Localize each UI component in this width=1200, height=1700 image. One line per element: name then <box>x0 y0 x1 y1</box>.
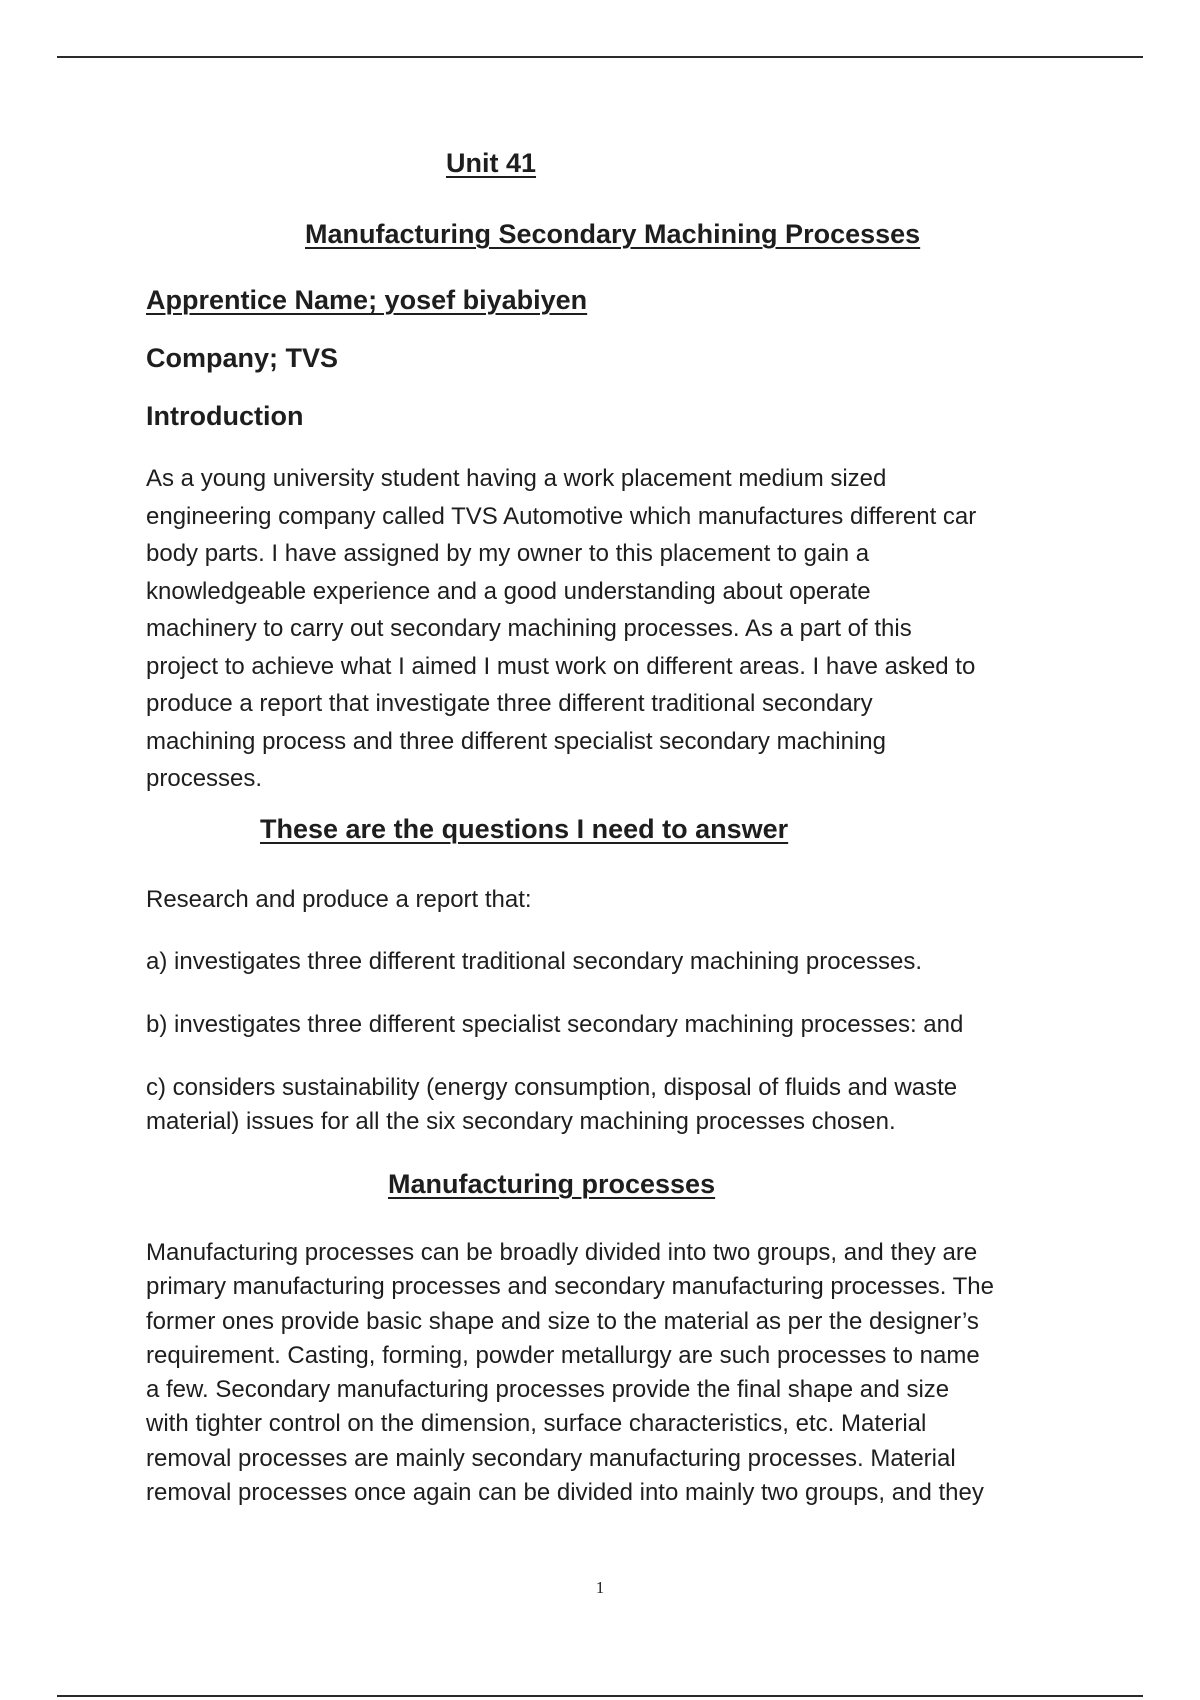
unit-heading: Unit 41 <box>446 148 537 178</box>
manufacturing-heading: Manufacturing processes <box>388 1169 716 1199</box>
manufacturing-paragraph <box>146 1236 1066 1510</box>
apprentice-name: Apprentice Name; yosef biyabiyen <box>146 285 588 315</box>
introduction-line: processes. <box>146 765 263 792</box>
introduction-line: knowledgeable experience and a good understanding about operate <box>146 577 871 605</box>
question-c <box>146 1071 1066 1139</box>
question-c-line: material) issues for all the six secondary machining processes chosen. <box>146 1108 896 1135</box>
document-title: Manufacturing Secondary Machining Processes <box>305 219 921 249</box>
manufacturing-line: removal processes once again can be divided into mainly two groups, and they <box>146 1479 984 1507</box>
introduction-paragraph <box>146 460 1066 798</box>
introduction-line: body parts. I have assigned by my owner to this placement to gain a <box>146 540 870 567</box>
introduction-line: As a young university student having a work placement medium sized <box>146 465 887 492</box>
manufacturing-line: requirement. Casting, forming, powder metallurgy are such processes to name <box>146 1341 980 1369</box>
introduction-line: project to achieve what I aimed I must work on different areas. I have asked to <box>146 652 976 680</box>
page-number: 1 <box>595 1578 605 1597</box>
company-name: Company; TVS <box>146 343 339 373</box>
introduction-line: machinery to carry out secondary machining processes. As a part of this <box>146 615 912 642</box>
manufacturing-line: removal processes are mainly secondary manufacturing processes. Material <box>146 1444 956 1472</box>
introduction-line: machining process and three different specialist secondary machining <box>146 727 886 755</box>
question-b: b) investigates three different specialist secondary machining processes: and <box>146 1011 964 1038</box>
footer-rule <box>57 1695 1143 1697</box>
question-a: a) investigates three different traditional secondary machining processes. <box>146 948 922 975</box>
manufacturing-line: with tighter control on the dimension, surface characteristics, etc. Material <box>146 1410 927 1438</box>
manufacturing-line: Manufacturing processes can be broadly divided into two groups, and they are <box>146 1239 978 1266</box>
questions-heading: These are the questions I need to answer <box>260 814 789 844</box>
header-rule <box>57 56 1143 58</box>
introduction-line: engineering company called TVS Automotive which manufactures different car <box>146 502 977 530</box>
manufacturing-line: a few. Secondary manufacturing processes provide the final shape and size <box>146 1376 950 1404</box>
research-intro: Research and produce a report that: <box>146 886 532 913</box>
introduction-line: produce a report that investigate three different traditional secondary <box>146 690 873 717</box>
introduction-heading: Introduction <box>146 401 304 431</box>
question-c-line: c) considers sustainability (energy consumption, disposal of fluids and waste <box>146 1074 958 1101</box>
manufacturing-line: primary manufacturing processes and secondary manufacturing processes. The <box>146 1273 994 1301</box>
manufacturing-line: former ones provide basic shape and size to the material as per the designer’s <box>146 1307 979 1335</box>
